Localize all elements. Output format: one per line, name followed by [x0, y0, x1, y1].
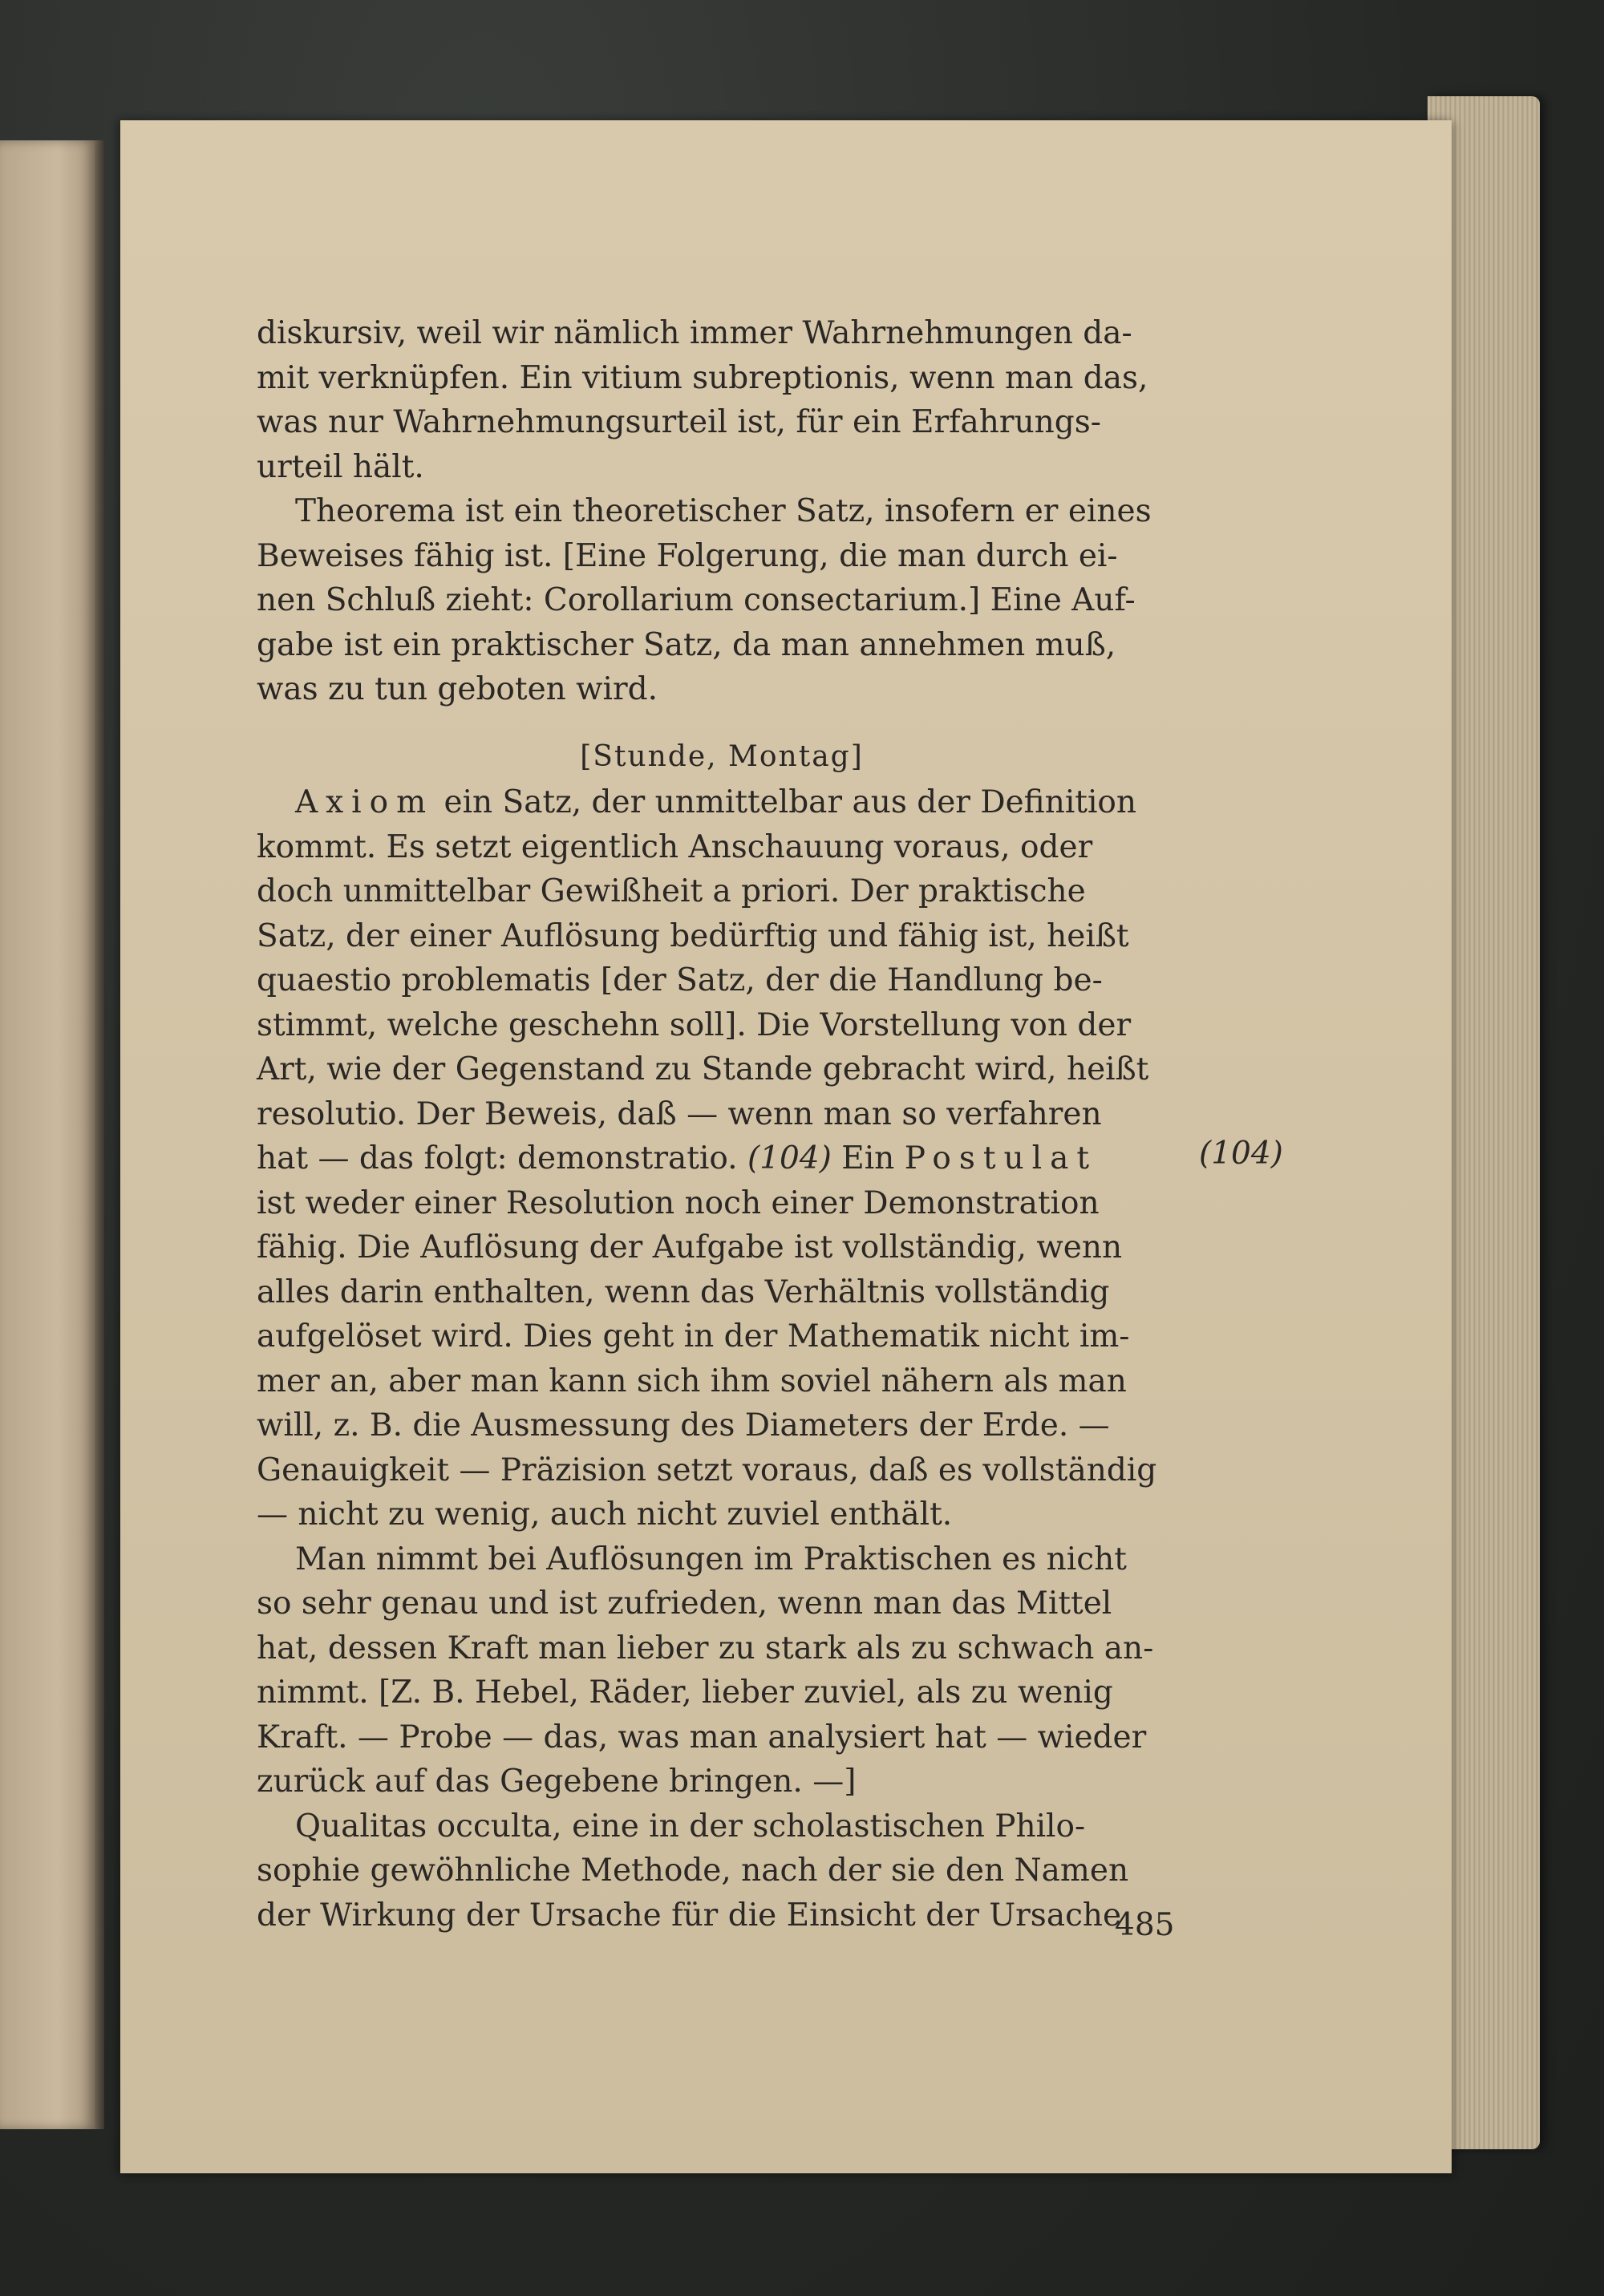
text-line: kommt. Es setzt eigentlich Anschauung voraus, oder	[257, 828, 1093, 865]
left-page-edge	[0, 140, 96, 2129]
inline-page-marker: (104)	[747, 1140, 832, 1176]
text-span: ein Satz, der unmittelbar aus der Definition	[434, 784, 1137, 820]
spaced-term: Axiom	[295, 784, 435, 820]
text-line: quaestio problematis [der Satz, der die Handlung be-	[257, 962, 1103, 998]
page-text	[257, 311, 1187, 1938]
text-line: nen Schluß zieht: Corollarium consectarium.] Eine Auf-	[257, 582, 1136, 618]
text-line: mer an, aber man kann sich ihm soviel nähern als man	[257, 1363, 1127, 1399]
text-line: nimmt. [Z. B. Hebel, Räder, lieber zuviel, als zu wenig	[257, 1674, 1113, 1711]
text-line: zurück auf das Gegebene bringen. —]	[257, 1764, 857, 1800]
text-line: diskursiv, weil wir nämlich immer Wahrnehmungen da-	[257, 315, 1132, 351]
page-number: 485	[1115, 1907, 1175, 1943]
text-line: — nicht zu wenig, auch nicht zuviel enthält.	[257, 1496, 953, 1533]
text-span: hat — das folgt: demonstratio.	[257, 1140, 747, 1176]
text-line: mit verknüpfen. Ein vitium subreptionis, wenn man das,	[257, 359, 1148, 396]
text-line: hat, dessen Kraft man lieber zu stark als zu schwach an-	[257, 1630, 1154, 1666]
text-line: urteil hält.	[257, 448, 424, 485]
text-line: Satz, der einer Auflösung bedürftig und fähig ist, heißt	[257, 917, 1129, 954]
text-line: gabe ist ein praktischer Satz, da man annehmen muß,	[257, 626, 1116, 663]
spaced-term: Postulat	[904, 1140, 1098, 1176]
text-line: Theorema ist ein theoretischer Satz, insofern er eines	[295, 493, 1152, 529]
text-line: stimmt, welche geschehn soll]. Die Vorstellung von der	[257, 1006, 1132, 1043]
margin-page-marker: (104)	[1199, 1136, 1283, 1172]
text-line: der Wirkung der Ursache für die Einsicht der Ursache	[257, 1897, 1122, 1934]
text-line: will, z. B. die Ausmessung des Diameters der Erde. —	[257, 1407, 1110, 1444]
text-line: Genauigkeit — Präzision setzt voraus, daß es vollständig	[257, 1452, 1157, 1488]
text-line: sophie gewöhnliche Methode, nach der sie den Namen	[257, 1853, 1129, 1889]
text-line: aufgelöset wird. Dies geht in der Mathematik nicht im-	[257, 1318, 1130, 1355]
text-line: resolutio. Der Beweis, daß — wenn man so verfahren	[257, 1095, 1102, 1132]
paragraph-2	[257, 489, 1187, 712]
text-line: Man nimmt bei Auflösungen im Praktischen es nicht	[295, 1541, 1127, 1577]
text-line: Kraft. — Probe — das, was man analysiert hat — wieder	[257, 1719, 1147, 1755]
paragraph-1	[257, 311, 1187, 489]
paragraph-5	[257, 1804, 1187, 1938]
text-line: alles darin enthalten, wenn das Verhältnis vollständig	[257, 1274, 1110, 1310]
text-line: so sehr genau und ist zufrieden, wenn man das Mittel	[257, 1585, 1112, 1622]
text-line: Art, wie der Gegenstand zu Stande gebracht wird, heißt	[257, 1051, 1149, 1087]
text-line	[257, 780, 1187, 825]
text-line	[257, 1136, 1187, 1181]
text-line: was zu tun geboten wird.	[257, 671, 658, 707]
text-line: Qualitas occulta, eine in der scholastischen Philo-	[295, 1808, 1086, 1844]
book-gutter	[95, 140, 104, 2129]
text-line: doch unmittelbar Gewißheit a priori. Der praktische	[257, 873, 1086, 909]
section-heading: [Stunde, Montag]	[580, 739, 864, 773]
text-line: Beweises fähig ist. [Eine Folgerung, die man durch ei-	[257, 537, 1118, 574]
text-line: fähig. Die Auflösung der Aufgabe ist vollständig, wenn	[257, 1229, 1123, 1265]
paragraph-4	[257, 1537, 1187, 1804]
text-line: was nur Wahrnehmungsurteil ist, für ein Erfahrungs-	[257, 404, 1101, 440]
paragraph-3	[257, 780, 1187, 1537]
text-span: Ein	[831, 1140, 905, 1176]
text-line: ist weder einer Resolution noch einer Demonstration	[257, 1184, 1100, 1221]
